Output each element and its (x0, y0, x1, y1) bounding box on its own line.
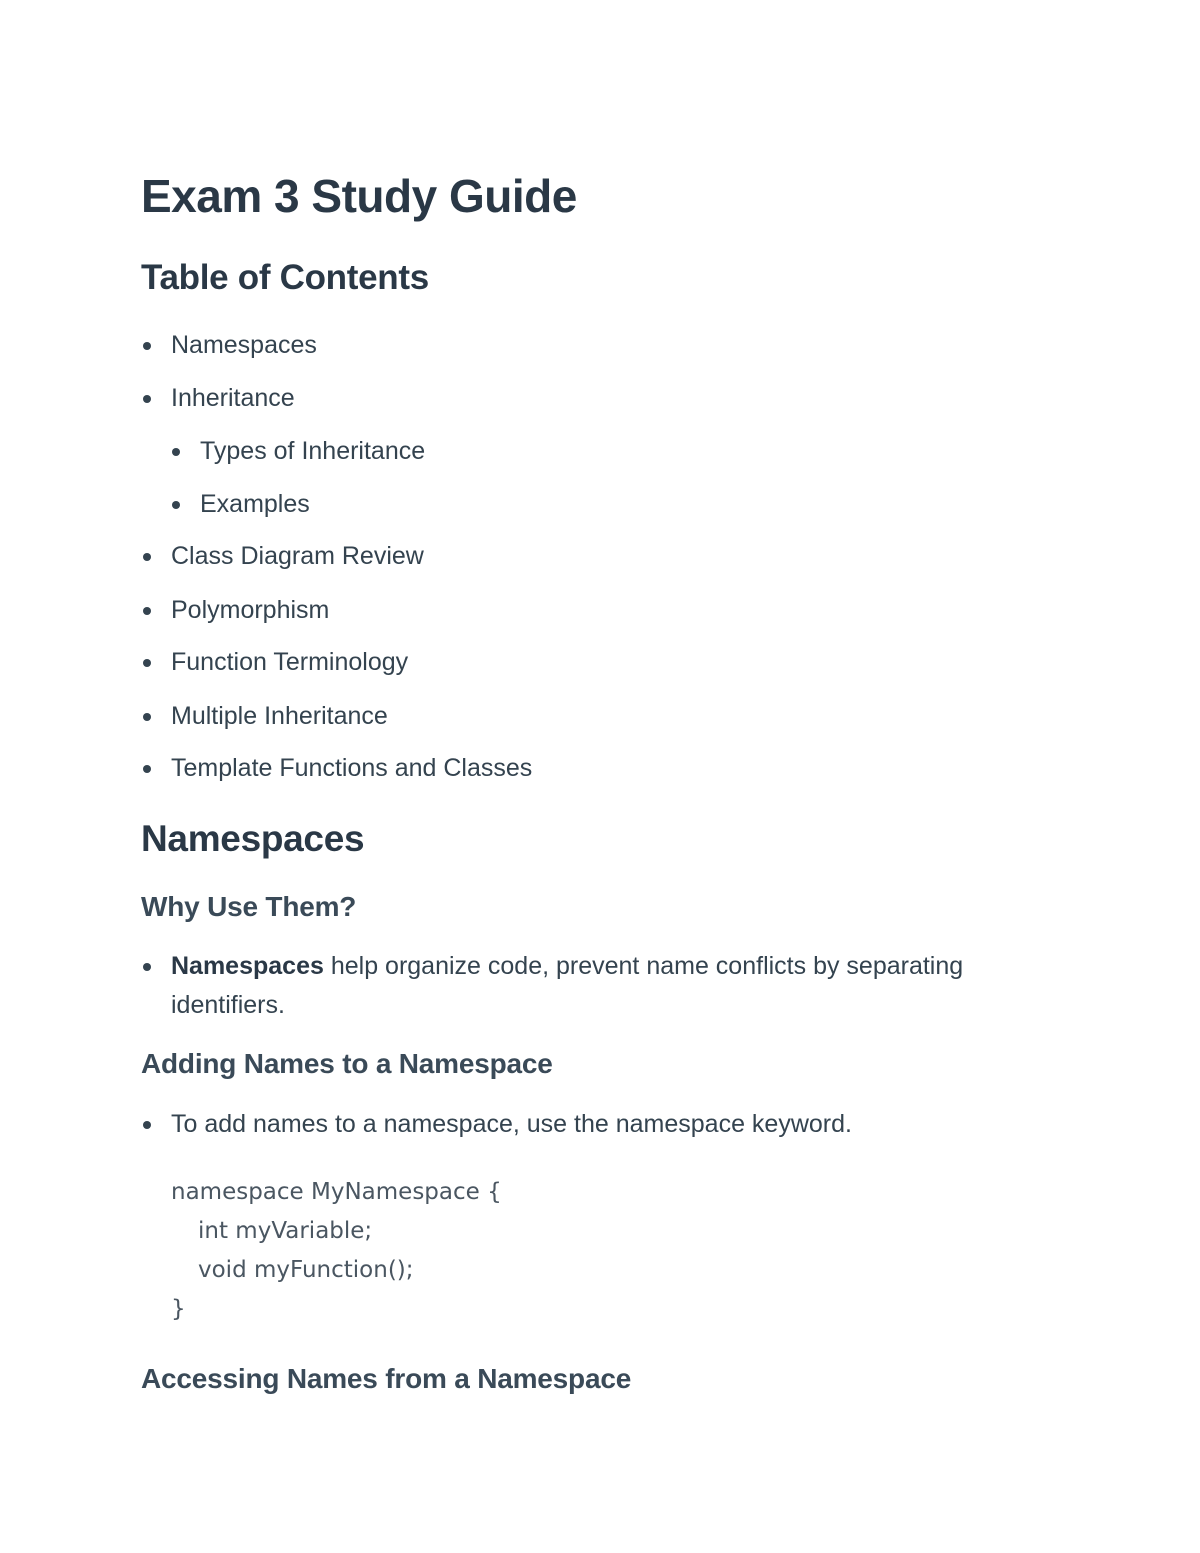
bullet-icon (172, 448, 180, 456)
namespaces-heading: Namespaces (141, 818, 365, 859)
bullet-icon (143, 1121, 151, 1129)
toc-item-label: Types of Inheritance (200, 437, 426, 465)
bullet-icon (143, 553, 151, 561)
adding-bullet-text: To add names to a namespace, use the namespace keyword. (171, 1110, 852, 1138)
toc-item-label: Namespaces (171, 331, 317, 359)
why-bullet-text: help organize code, prevent name conflicts by separating (323, 952, 964, 980)
toc-item-label: Multiple Inheritance (171, 702, 388, 730)
code-line: void myFunction(); (198, 1257, 414, 1283)
toc-item-label: Class Diagram Review (171, 542, 424, 570)
bullet-icon (143, 713, 151, 721)
bullet-icon (143, 765, 151, 773)
why-use-them-heading: Why Use Them? (141, 891, 357, 922)
toc-item-label: Examples (200, 490, 310, 518)
toc-item-label: Function Terminology (171, 648, 409, 676)
document-title: Exam 3 Study Guide (141, 170, 577, 222)
code-line: } (171, 1296, 186, 1322)
code-line: int myVariable; (198, 1218, 373, 1244)
adding-names-heading: Adding Names to a Namespace (141, 1048, 553, 1079)
why-bullet-line2: identifiers. (171, 991, 285, 1019)
bullet-icon (172, 501, 180, 509)
bullet-icon (143, 659, 151, 667)
toc-heading: Table of Contents (141, 258, 429, 297)
namespaces-term: Namespaces (171, 952, 324, 980)
toc-item-label: Template Functions and Classes (171, 754, 533, 782)
accessing-names-heading: Accessing Names from a Namespace (141, 1363, 632, 1394)
bullet-icon (143, 395, 151, 403)
toc-item-label: Polymorphism (171, 596, 330, 624)
code-line: namespace MyNamespace { (171, 1179, 502, 1205)
bullet-icon (143, 963, 151, 971)
bullet-icon (143, 342, 151, 350)
bullet-icon (143, 607, 151, 615)
toc-item-label: Inheritance (171, 384, 295, 412)
why-bullet-line1 (171, 954, 963, 979)
